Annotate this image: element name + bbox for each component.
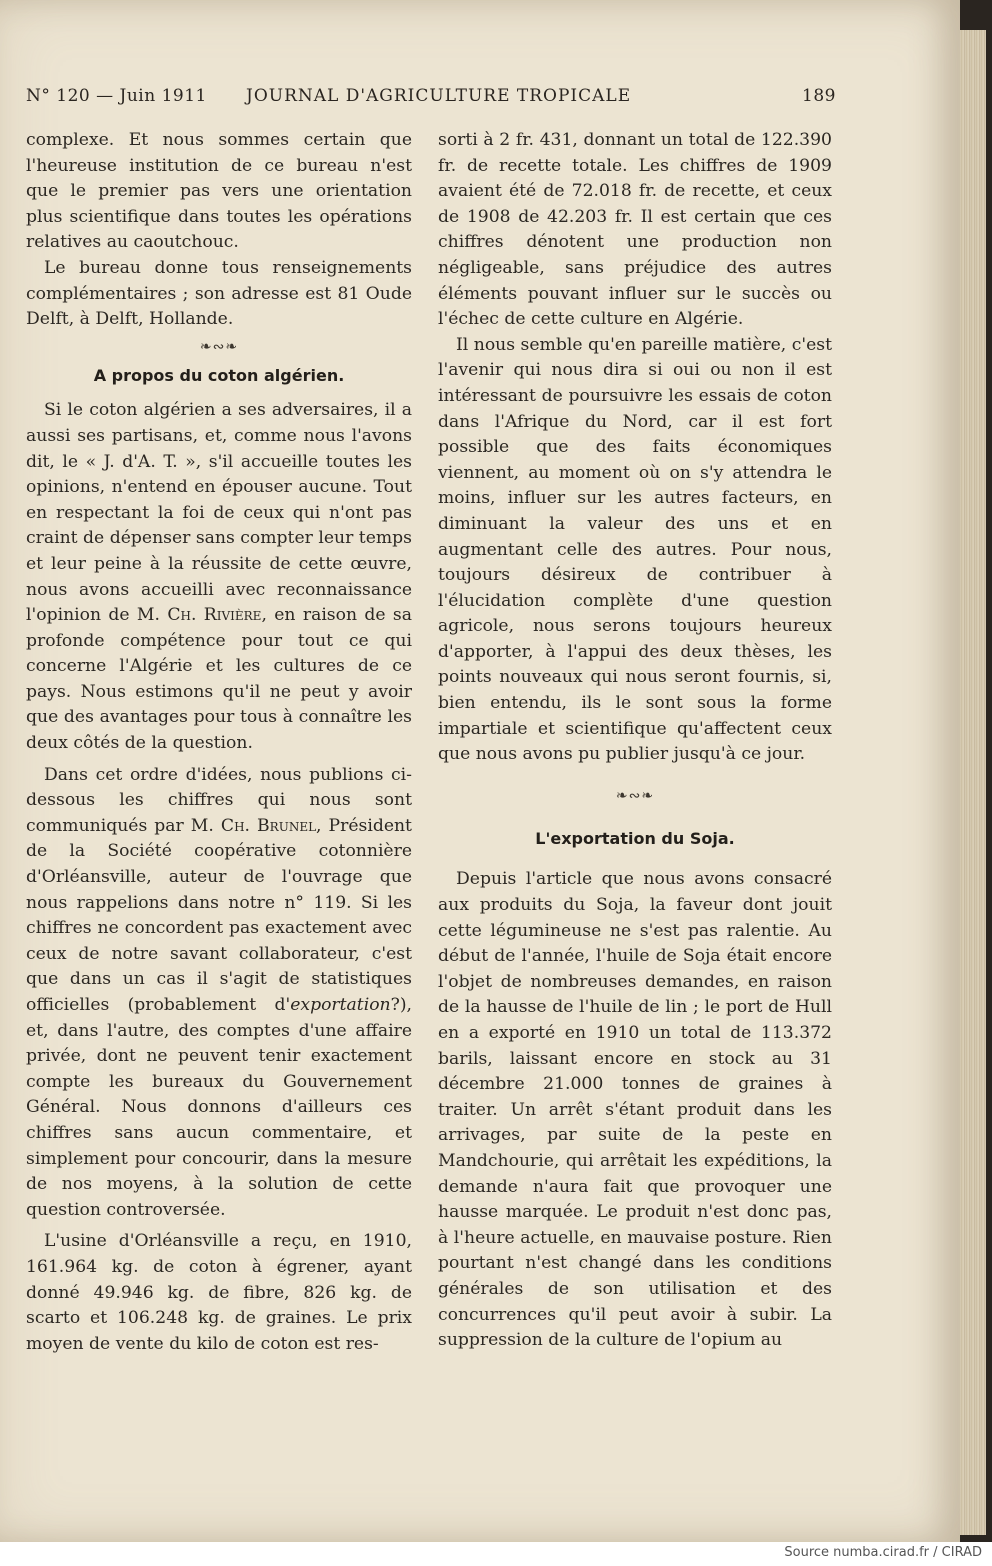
left-paragraph-4 [26,763,412,1224]
left-paragraph-5: L'usine d'Orléansville a reçu, en 1910, 161.964 kg. de coton à égrener, ayant donné 49.946 kg. de fibre, 826 kg. de scarto et 106.248 kg. de graines. Le prix moyen de vente du kilo de coton est res- [26,1231,412,1354]
p4-text-a: Dans cet ordre d'idées, nous publions ci-dessous les chiffres qui nous sont communiqués par M. [26,764,412,836]
left-column [26,128,412,1357]
source-bar [0,1542,992,1566]
left-paragraph-2: Le bureau donne tous renseignements complémentaires ; son adresse est 81 Oude Delft, à Delft, Hollande. [26,257,412,330]
issue-label: N° 120 — Juin 1911 [26,86,207,106]
right-column [438,128,832,1354]
author-name-riviere: Ch. Rivière [167,605,262,626]
p4-italic-exportation: exportation [290,995,391,1015]
p3-text-a: Si le coton algérien a ses adversaires, il a aussi ses partisans, et, comme nous l'avons dit, le « J. d'A. T. », s'il accueille toutes les opinions, n'entend en épouser aucune. Tout en respectant la foi de ceux qui n'ont pas craint de dépenser sans compter leur temps et leur peine à la réussite de cette œuvre, nous avons accueilli avec reconnaissance l'opinion de M. [26,400,412,626]
source-credit: Source numba.cirad.fr / CIRAD [784,1545,982,1560]
p4-text-c: ?), et, dans l'autre, des comptes d'une affaire privée, dont ne peuvent tenir exactement compte les bureaux du Gouvernement Général. Nous donnons d'ailleurs ces chiffres sans aucun commentaire, et simplement pour concourir, dans la mesure de nos moyens, à la solution de cette question controversée. [26,995,412,1220]
right-paragraph-3: Depuis l'article que nous avons consacré aux produits du Soja, la faveur dont jouit cette légumineuse ne s'est pas ralentie. Au début de l'année, l'huile de Soja était encore l'objet de nombreuses demandes, en raison de la hausse de l'huile de lin ; le port de Hull en a exporté en 1910 un total de 113.372 barils, laissant encore en stock au 31 décembre 21.000 tonnes de graines à traiter. Un arrêt s'étant produit dans les arrivages, par suite de la peste en Mandchourie, qui arrêtait les expéditions, la demande n'aura fait que provoquer une hausse marquée. Le produit n'est donc pas, à l'heure actuelle, en mauvaise posture. Rien pourtant n'est changé dans les conditions générales de son utilisation et des concurrences qu'il peut avoir à subir. La suppression de la culture de l'opium au [438,869,832,1351]
author-name-brunel: Ch. Brunel [220,815,317,836]
right-paragraph-1: sorti à 2 fr. 431, donnant un total de 122.390 fr. de recette totale. Les chiffres de 1909 avaient été de 72.018 fr. de recette, et ceux de 1908 de 42.203 fr. Il est certain que ces chiffres dénotent une production non négligeable, sans préjudice des autres éléments pouvant influer sur le succès ou l'échec de cette culture en Algérie. [438,130,832,330]
p4-text-b: , Président de la Société coopérative cotonnière d'Orléansville, auteur de l'ouvrage que nous rappelions dans notre n° 119. Si les chiffres ne concordent pas exactement avec ceux de notre savant collaborateur, c'est que dans un cas il s'agit de statistiques officielles (probablement d' [26,815,412,1015]
ornament-divider-2: ❧∾❧ [615,787,655,804]
page-edge-stack [960,30,986,1535]
left-paragraph-3 [26,398,412,756]
page-number: 189 [802,86,836,106]
page-header [26,86,836,112]
ornament-divider: ❧∾❧ [199,338,239,355]
left-paragraph-1: complexe. Et nous sommes certain que l'heureuse institution de ce bureau n'est que le premier pas vers une orientation plus scientifique dans toutes les opérations relatives au caoutchouc. [26,130,412,253]
section-title-coton: A propos du coton algérien. [93,365,345,385]
section-title-soja: L'exportation du Soja. [535,828,735,848]
p3-text-b: , en raison de sa profonde compétence pour tout ce qui concerne l'Algérie et les cultures de ce pays. Nous estimons qu'il ne peut y avoir que des avantages pour tous à connaître les deux côtés de la question. [26,605,412,754]
journal-title: JOURNAL D'AGRICULTURE TROPICALE [246,86,632,106]
right-paragraph-2: Il nous semble qu'en pareille matière, c'est l'avenir qui nous dira si oui ou non il est intéressant de poursuivre les essais de coton dans l'Afrique du Nord, car il est fort possible que des faits économiques viennent, au moment où on s'y attendra le moins, influer sur les autres facteurs, en diminuant la valeur des uns et en augmentant celle des autres. Pour nous, toujours désireux de contribuer à l'élucidation complète d'une question agricole, nous serons toujours heureux d'apporter, à l'appui des deux thèses, les points nouveaux qui nous seront fournis, si, bien entendu, ils le sont sous la forme impartiale et scientifique qu'affectent ceux que nous avons pu publier jusqu'à ce jour. [438,334,832,765]
